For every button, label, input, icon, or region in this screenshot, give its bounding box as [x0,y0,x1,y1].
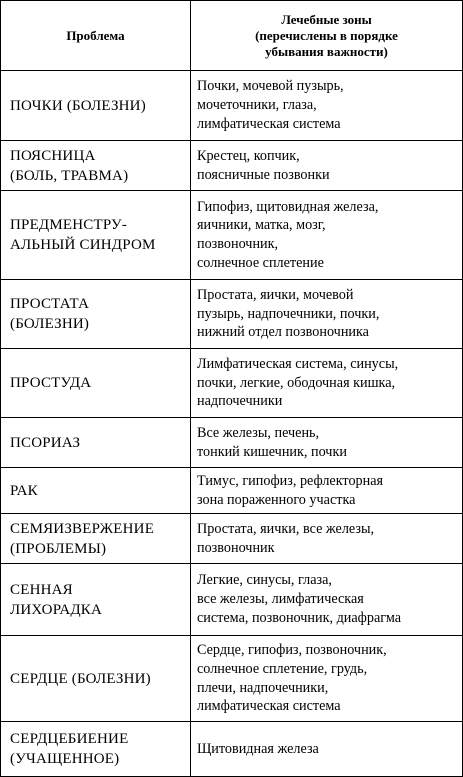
table-row [1,191,463,280]
zones-cell: Щитовидная железа [191,722,463,777]
problem-cell: ПРОСТУДА [1,349,191,418]
table-row [1,418,463,468]
zones-cell: Почки, мочевой пузырь, мочеточники, глаза, лимфатическая система [191,71,463,141]
problem-cell: СЕННАЯ ЛИХОРАДКА [1,564,191,636]
zones-cell: Тимус, гипофиз, рефлекторная зона пораженного участка [191,468,463,514]
problem-cell: ПСОРИАЗ [1,418,191,468]
zones-cell: Легкие, синусы, глаза, все железы, лимфатическая система, позвоночник, диафрагма [191,564,463,636]
zones-cell: Все железы, печень, тонкий кишечник, почки [191,418,463,468]
problem-cell: ПОЯСНИЦА (БОЛЬ, ТРАВМА) [1,141,191,191]
header-zones [191,1,463,71]
table-row [1,468,463,514]
table-header-row [1,1,463,71]
zones-cell: Лимфатическая система, синусы, почки, легкие, ободочная кишка, надпочечники [191,349,463,418]
zones-cell: Простата, яички, все железы, позвоночник [191,514,463,564]
table-row [1,141,463,191]
header-problem [1,1,191,71]
problem-cell: СЕМЯИЗВЕРЖЕНИЕ (ПРОБЛЕМЫ) [1,514,191,564]
table-row [1,280,463,349]
header-zones-label: Лечебные зоны (перечислены в порядке убывания важности) [255,11,398,59]
table-row [1,71,463,141]
table-row [1,514,463,564]
problem-cell: РАК [1,468,191,514]
table-row [1,722,463,777]
table-row [1,636,463,722]
table-row [1,349,463,418]
problem-cell: СЕРДЦЕБИЕНИЕ (УЧАЩЕННОЕ) [1,722,191,777]
zones-cell: Крестец, копчик, поясничные позвонки [191,141,463,191]
problem-cell: СЕРДЦЕ (БОЛЕЗНИ) [1,636,191,722]
zones-cell: Простата, яички, мочевой пузырь, надпочечники, почки, нижний отдел позвоночника [191,280,463,349]
zones-cell: Гипофиз, щитовидная железа, яичники, матка, мозг, позвоночник, солнечное сплетение [191,191,463,280]
problem-cell: ПРОСТАТА (БОЛЕЗНИ) [1,280,191,349]
table-row [1,564,463,636]
problem-cell: ПОЧКИ (БОЛЕЗНИ) [1,71,191,141]
header-problem-label: Проблема [66,27,125,43]
problem-cell: ПРЕДМЕНСТРУ- АЛЬНЫЙ СИНДРОМ [1,191,191,280]
zones-cell: Сердце, гипофиз, позвоночник, солнечное сплетение, грудь, плечи, надпочечники, лимфатическая система [191,636,463,722]
